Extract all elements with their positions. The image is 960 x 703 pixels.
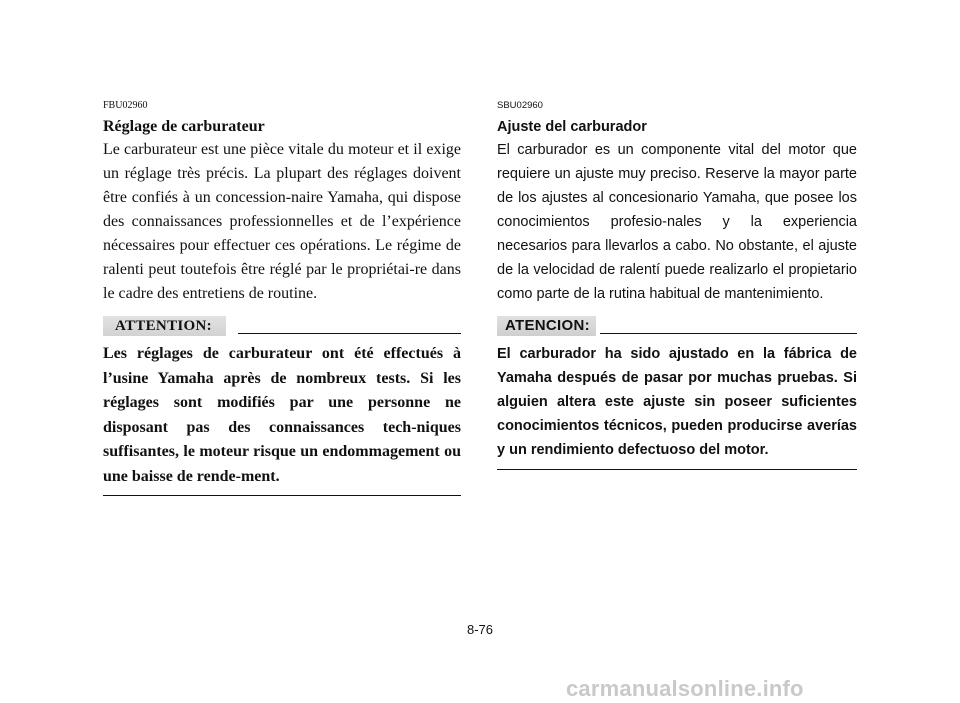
caution-label: ATTENTION: bbox=[103, 316, 226, 336]
caution-header bbox=[103, 314, 461, 336]
page-number: 8-76 bbox=[466, 622, 494, 637]
spanish-column bbox=[497, 100, 857, 470]
caution-end-rule bbox=[103, 495, 461, 496]
caution-header bbox=[497, 314, 857, 336]
section-body: El carburador es un componente vital del motor que requiere un ajuste muy preciso. Reserve la mayor parte de los ajustes al concesionario Yamaha, que posee los conocimientos profesio-nales y la experiencia necesarios para llevarlos a cabo. No obstante, el ajuste de la velocidad de ralentí puede realizarlo el propietario como parte de la rutina habitual de mantenimiento. bbox=[497, 142, 857, 302]
caution-rule bbox=[600, 333, 857, 334]
watermark: carmanualsonline.info bbox=[566, 676, 804, 701]
section-code: SBU02960 bbox=[497, 100, 543, 111]
caution-rule bbox=[238, 333, 461, 334]
section-body: Le carburateur est une pièce vitale du moteur et il exige un réglage très précis. La plupart des réglages doivent être confiés à un concession-naire Yamaha, qui dispose des connaissances professionnelles et de l’expérience nécessaires pour effectuer ces opérations. Le régime de ralenti peut toutefois être réglé par le propriétai-re dans le cadre des entretiens de routine. bbox=[103, 141, 461, 302]
section-heading: Réglage de carburateur bbox=[103, 118, 265, 135]
section-heading: Ajuste del carburador bbox=[497, 119, 647, 135]
section-code: FBU02960 bbox=[103, 100, 148, 111]
caution-body: El carburador ha sido ajustado en la fábrica de Yamaha después de pasar por muchas pruebas. Si alguien altera este ajuste sin poseer suficientes conocimientos técnicos, pueden producirse averías y un rendimiento defectuoso del motor. bbox=[497, 346, 857, 458]
caution-end-rule bbox=[497, 469, 857, 470]
caution-label: ATENCION: bbox=[497, 316, 596, 336]
caution-body: Les réglages de carburateur ont été effectués à l’usine Yamaha après de nombreux tests. Si les réglages sont modifiés par une personne ne disposant pas des connaissances tech-niques suffisantes, le moteur risque un endommagement ou une baisse de rende-ment. bbox=[103, 345, 461, 485]
french-column bbox=[103, 100, 461, 496]
